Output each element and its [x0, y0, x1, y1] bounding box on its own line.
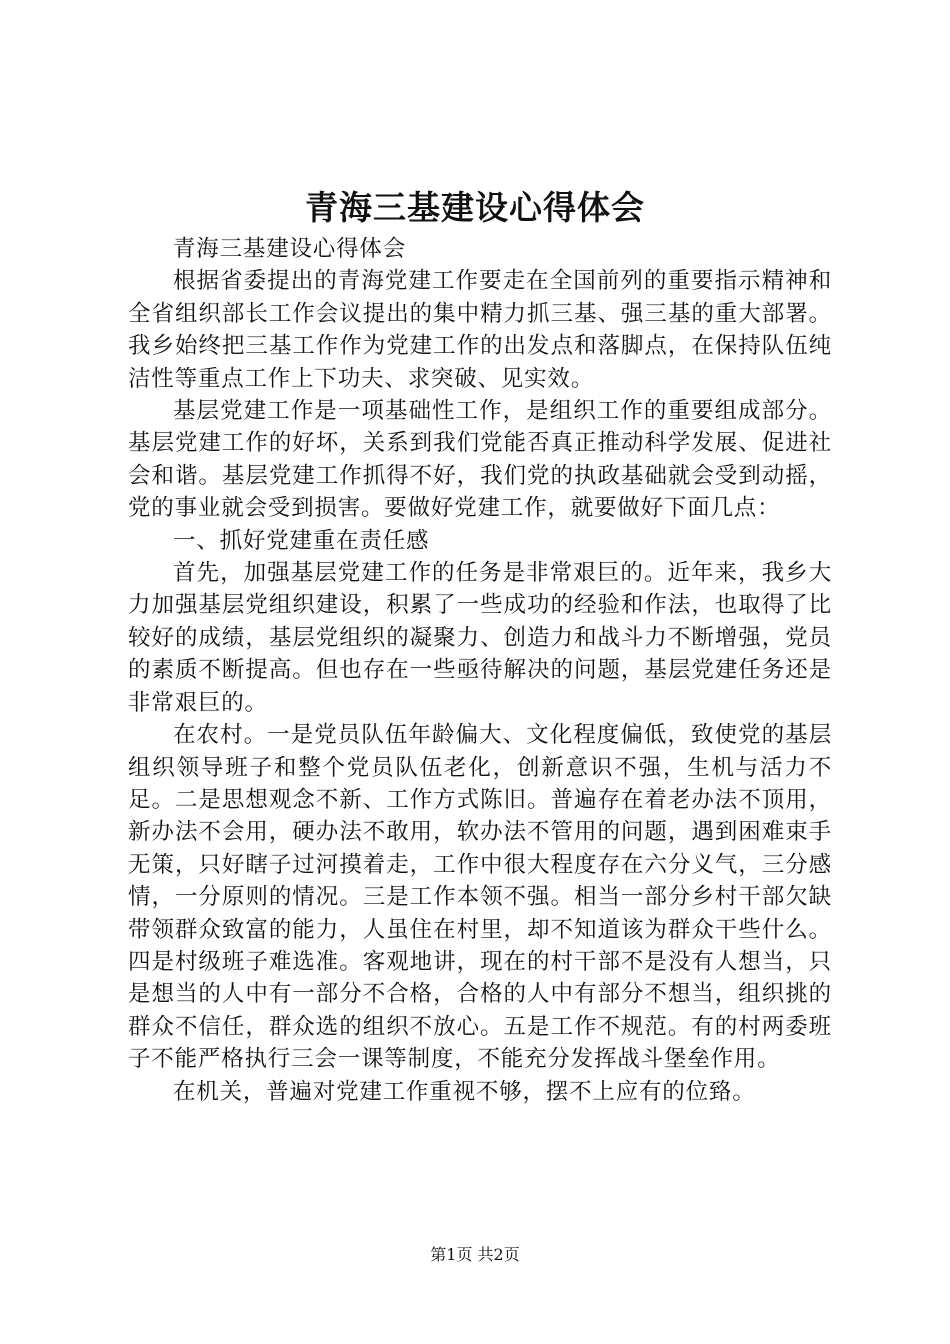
paragraph-subtitle: 青海三基建设心得体会 [173, 236, 407, 262]
document-body [128, 233, 832, 1108]
paragraph-intro: 根据省委提出的青海党建工作要走在全国前列的重要指示精神和全省组织部长工作会议提出的集中精力抓三基、强三基的重大部署。我乡始终把三基工作作为党建工作的出发点和落脚点，在保持队伍纯洁性等重点工作上下功夫、求突破、见实效。 [128, 268, 832, 392]
page-number: 第1页 共2页 [430, 1245, 520, 1264]
section-heading-responsibility: 一、抓好党建重在责任感 [173, 527, 430, 554]
document-title: 青海三基建设心得体会 [305, 188, 645, 227]
paragraph-rural: 在农村。一是党员队伍年龄偏大、文化程度偏低，致使党的基层组织领导班子和整个党员队伍老化，创新意识不强，生机与活力不足。二是思想观念不新、工作方式陈旧。普遍存在着老办法不顶用，新办法不会用，硬办法不敢用，软办法不管用的问题，遇到困难束手无策，只好瞎子过河摸着走，工作中很大程度存在六分义气，三分感情，一分原则的情况。三是工作本领不强。相当一部分乡村干部欠缺带领群众致富的能力，人虽住在村里，却不知道该为群众干些什么。四是村级班子难选准。客观地讲，现在的村干部不是没有人想当，只是想当的人中有一部分不合格，合格的人中有部分不想当，组织挑的群众不信任，群众选的组织不放心。五是工作不规范。有的村两委班子不能严格执行三会一课等制度，不能充分发挥战斗堡垒作用。 [128, 722, 832, 1073]
paragraph-importance: 基层党建工作是一项基础性工作，是组织工作的重要组成部分。基层党建工作的好坏，关系到我们党能否真正推动科学发展、促进社会和谐。基层党建工作抓得不好，我们党的执政基础就会受到动摇，党的事业就会受到损害。要做好党建工作，就要做好下面几点： [128, 398, 832, 522]
paragraph-first: 首先，加强基层党建工作的任务是非常艰巨的。近年来，我乡大力加强基层党组织建设，积累了一些成功的经验和作法，也取得了比较好的成绩，基层党组织的凝聚力、创造力和战斗力不断增强，党员的素质不断提高。但也存在一些亟待解决的问题，基层党建任务还是非常艰巨的。 [128, 560, 832, 716]
paragraph-agencies: 在机关，普遍对党建工作重视不够，摆不上应有的位臵。 [173, 1078, 756, 1105]
